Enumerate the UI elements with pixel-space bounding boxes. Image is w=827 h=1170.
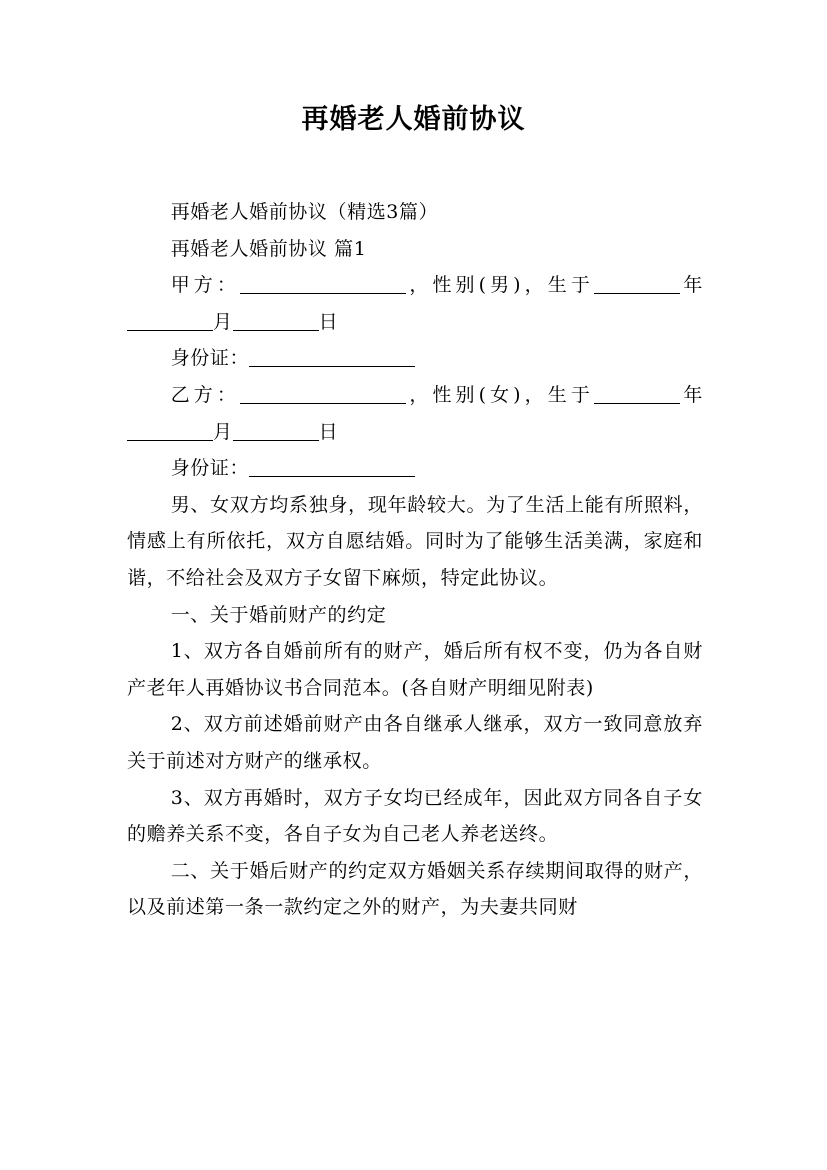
party-b-month-label: 月 bbox=[213, 420, 233, 443]
party-a-label: 甲方： bbox=[170, 274, 240, 297]
document-title: 再婚老人婚前协议 bbox=[301, 104, 526, 135]
party-b-year-blank bbox=[594, 384, 680, 404]
party-a-gender: ，性别(男)，生于 bbox=[405, 274, 594, 297]
party-b-year-label: 年 bbox=[679, 383, 703, 406]
party-a-line bbox=[127, 267, 703, 340]
party-a-day-blank bbox=[233, 311, 319, 331]
party-b-day-blank bbox=[233, 421, 319, 441]
section-1-item-1: 1、双方各自婚前所有的财产，婚后所有权不变，仍为各自财产老年人再婚协议书合同范本。(各自财产明细见附表) bbox=[127, 640, 703, 699]
section-1-heading: 一、关于婚前财产的约定 bbox=[170, 603, 387, 626]
party-b-label: 乙方： bbox=[170, 383, 240, 406]
party-b-line bbox=[127, 377, 703, 450]
party-a-month-blank bbox=[127, 311, 213, 331]
party-a-id-label: 身份证： bbox=[170, 347, 250, 370]
party-a-year-blank bbox=[594, 274, 680, 294]
party-a-id-line bbox=[127, 340, 703, 377]
party-b-id-label: 身份证： bbox=[170, 457, 250, 480]
document-body bbox=[127, 194, 703, 926]
party-a-year-label: 年 bbox=[679, 274, 703, 297]
party-b-id-line bbox=[127, 450, 703, 487]
party-b-day-label: 日 bbox=[318, 420, 339, 443]
document-subtitle: 再婚老人婚前协议（精选3篇） bbox=[170, 201, 439, 223]
section-2-paragraph: 二、关于婚后财产的约定双方婚姻关系存续期间取得的财产，以及前述第一条一款约定之外的财产，为夫妻共同财 bbox=[127, 859, 703, 919]
intro-paragraph: 男、女双方均系独身，现年龄较大。为了生活上能有所照料，情感上有所依托，双方自愿结婚。同时为了能够生活美满，家庭和谐，不给社会及双方子女留下麻烦，特定此协议。 bbox=[127, 493, 703, 589]
party-a-month-label: 月 bbox=[213, 310, 233, 333]
party-b-gender: ，性别(女)，生于 bbox=[405, 383, 594, 406]
party-a-id-blank bbox=[249, 347, 415, 367]
section-heading: 再婚老人婚前协议 篇1 bbox=[170, 237, 367, 260]
party-b-month-blank bbox=[127, 421, 213, 441]
party-b-name-blank bbox=[240, 384, 406, 404]
party-a-day-label: 日 bbox=[318, 310, 339, 333]
party-a-name-blank bbox=[240, 274, 406, 294]
party-b-id-blank bbox=[249, 457, 415, 477]
section-1-item-3: 3、双方再婚时，双方子女均已经成年，因此双方同各自子女的赡养关系不变，各自子女为自己老人养老送终。 bbox=[127, 786, 703, 846]
section-1-item-2: 2、双方前述婚前财产由各自继承人继承，双方一致同意放弃关于前述对方财产的继承权。 bbox=[127, 713, 703, 772]
